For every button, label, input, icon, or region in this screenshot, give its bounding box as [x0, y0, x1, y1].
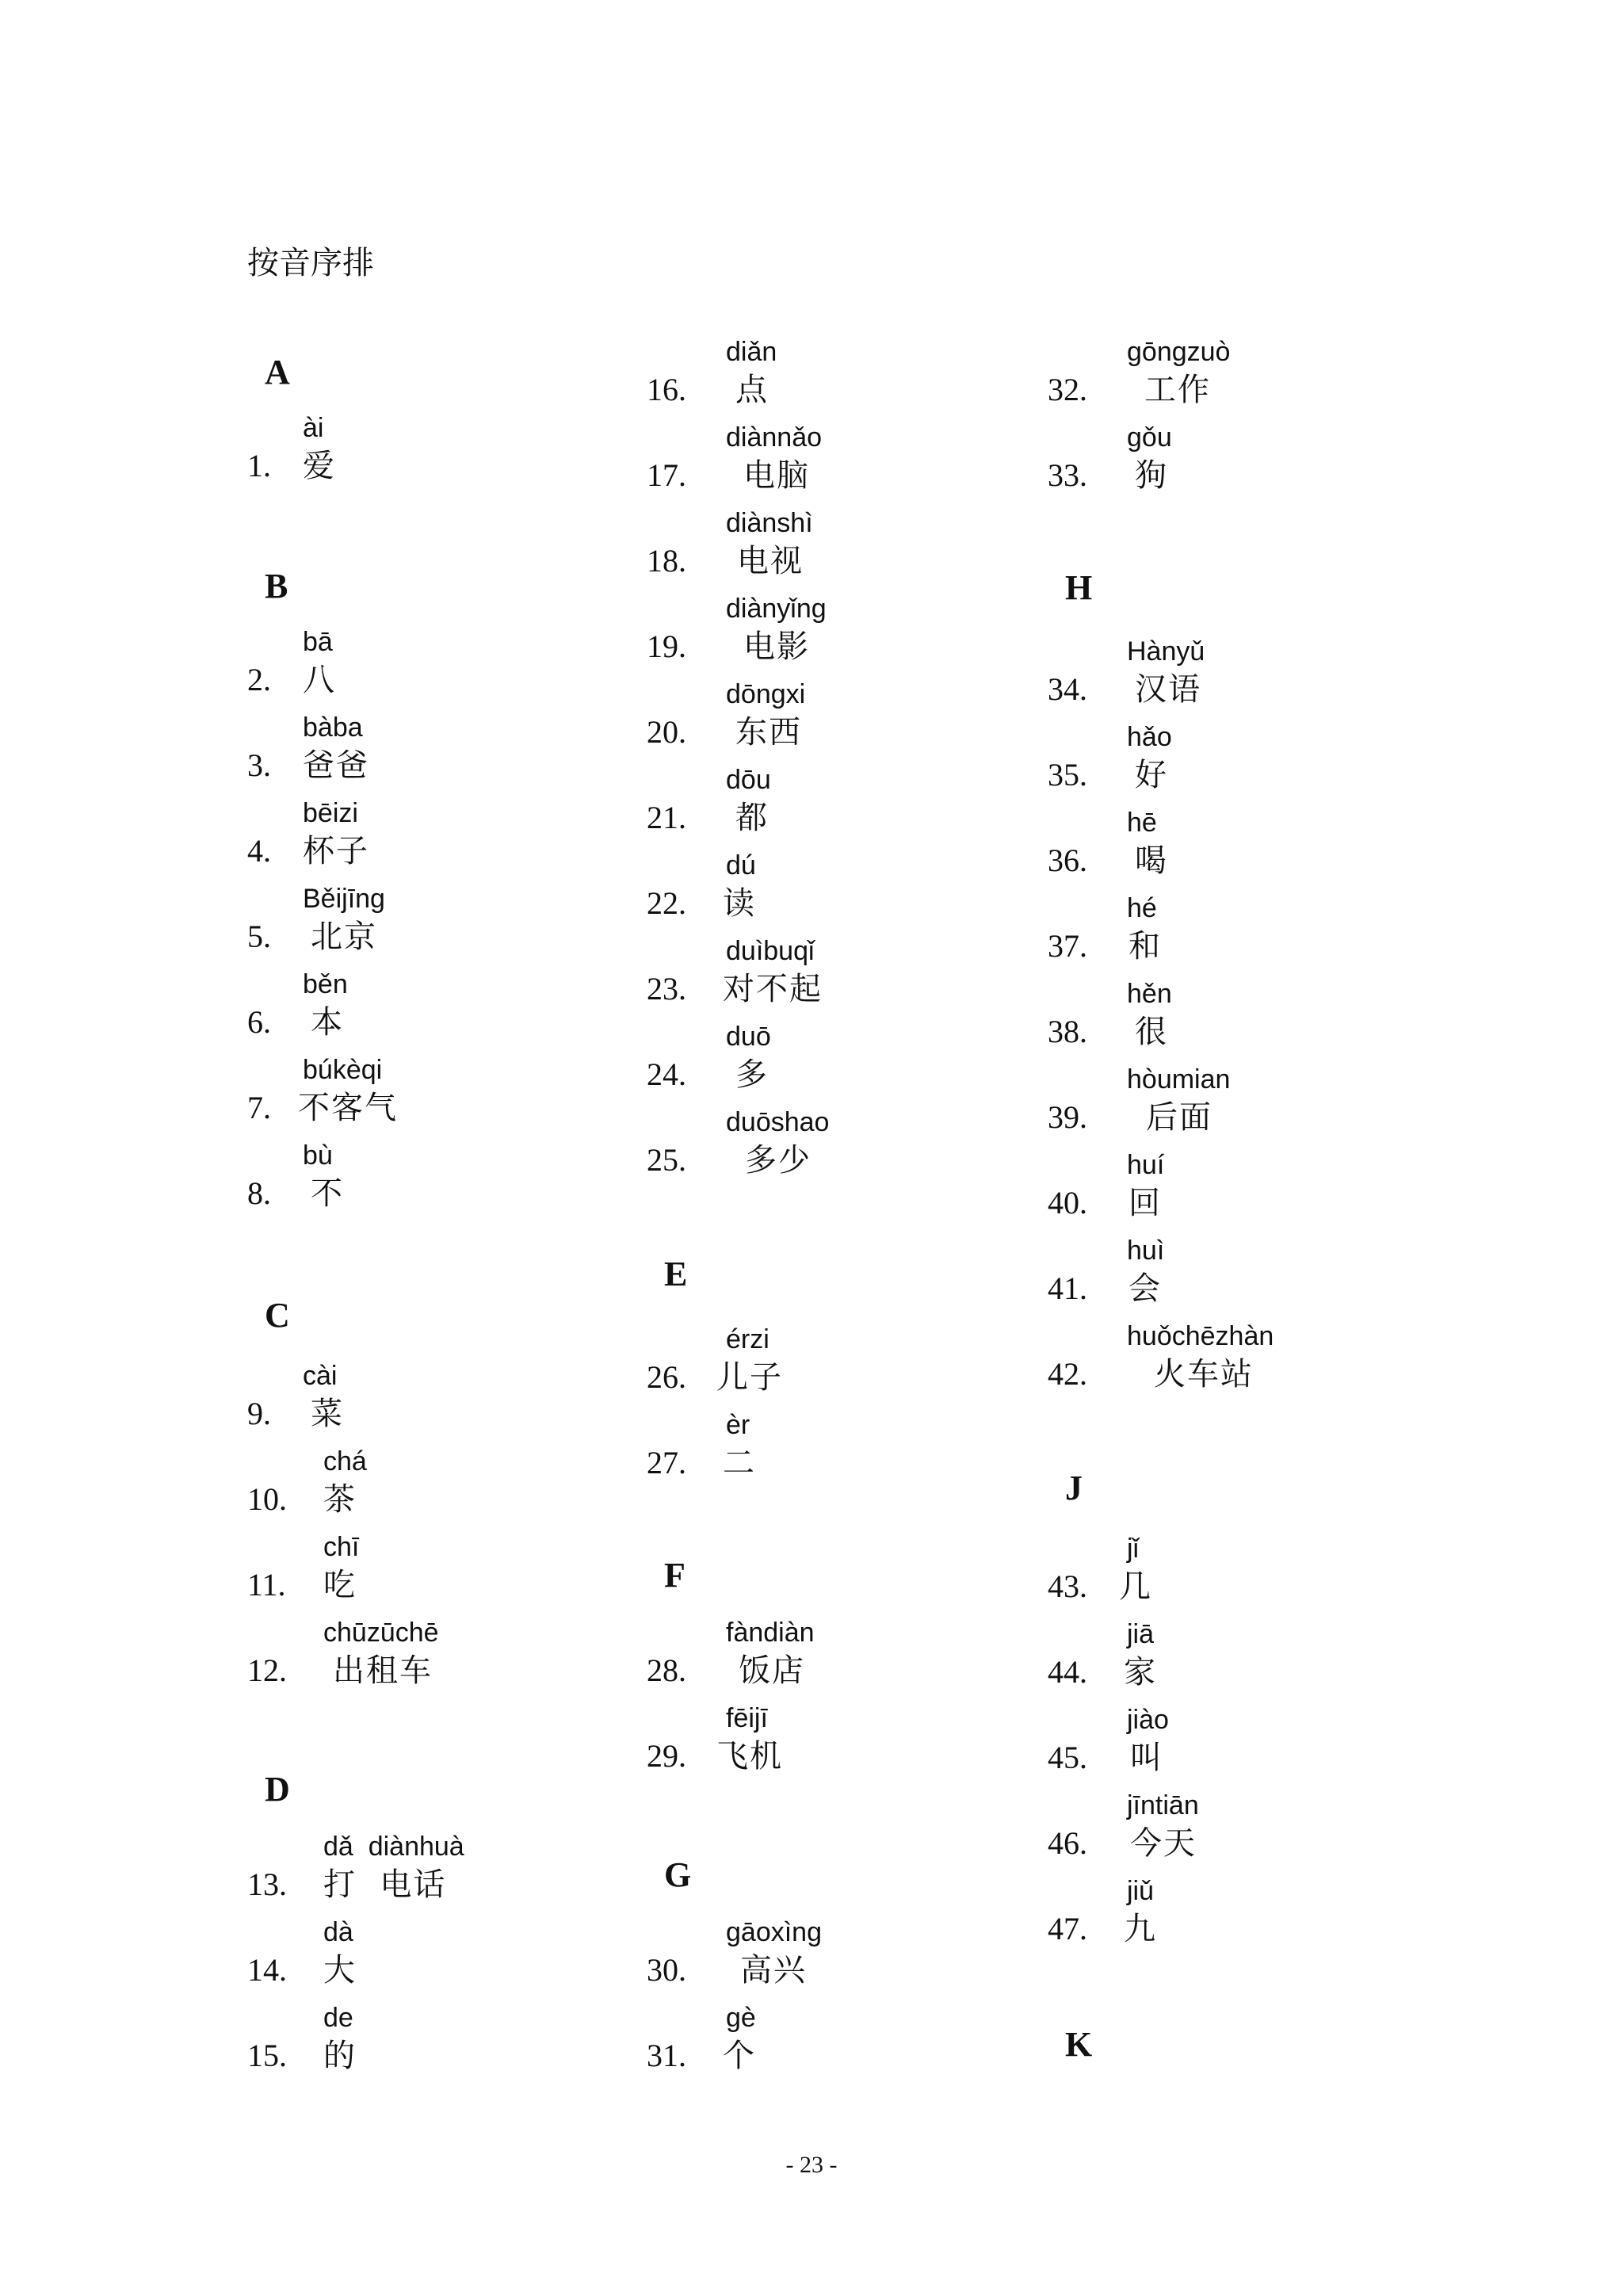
entry-hanzi: 饭店 — [739, 1652, 805, 1689]
entry-hanzi: 几 — [1119, 1568, 1152, 1605]
section-letter: H — [1065, 568, 1093, 607]
entry-hanzi: 爱 — [303, 448, 336, 484]
vocab-entry — [247, 968, 659, 1054]
entry-pinyin: gè — [726, 2003, 756, 2033]
entry-pinyin: hé — [1127, 893, 1157, 923]
vocab-entry — [247, 1054, 659, 1140]
entry-number: 19. — [647, 628, 686, 664]
vocab-entry — [647, 1702, 1059, 1788]
entry-hanzi: 喝 — [1135, 842, 1168, 879]
entry-number: 24. — [647, 1056, 686, 1092]
vocab-entry — [647, 422, 1059, 507]
vocab-entry — [247, 412, 659, 498]
entry-hanzi: 不客气 — [298, 1090, 398, 1126]
entry-number: 3. — [247, 747, 271, 783]
entry-pinyin: duìbuqǐ — [726, 936, 815, 966]
entry-hanzi: 点 — [735, 372, 769, 408]
section-letter: E — [664, 1255, 688, 1293]
entry-pinyin: diànnǎo — [726, 422, 823, 453]
entry-pinyin: hǎo — [1127, 722, 1172, 752]
vocab-entry — [647, 1409, 1059, 1495]
entry-pinyin: chá — [323, 1446, 367, 1477]
entry-number: 41. — [1048, 1270, 1087, 1306]
entry-hanzi: 本 — [311, 1004, 344, 1041]
entry-number: 45. — [1048, 1740, 1087, 1775]
vocab-entry — [1048, 1320, 1460, 1406]
entry-hanzi: 读 — [723, 885, 756, 922]
entry-hanzi: 狗 — [1135, 457, 1168, 494]
entry-number: 17. — [647, 457, 686, 493]
entry-hanzi: 回 — [1128, 1185, 1162, 1221]
vocab-entry — [647, 678, 1059, 764]
vocab-entry — [1048, 1064, 1460, 1149]
vocab-entry — [1048, 1704, 1460, 1790]
entry-pinyin: cài — [303, 1361, 338, 1391]
section-letter: B — [265, 567, 288, 606]
entry-hanzi: 爸爸 — [303, 747, 369, 784]
entry-pinyin: huǒchēzhàn — [1127, 1321, 1274, 1351]
vocab-entry — [247, 626, 659, 712]
entry-number: 28. — [647, 1652, 686, 1688]
entry-number: 6. — [247, 1004, 271, 1040]
vocab-entry — [1048, 807, 1460, 892]
entry-pinyin: èr — [726, 1410, 750, 1440]
entry-pinyin: hòumian — [1127, 1064, 1231, 1095]
entry-hanzi: 电影 — [743, 628, 810, 665]
vocab-entry — [247, 1831, 659, 1916]
entry-hanzi: 火车站 — [1154, 1356, 1254, 1392]
entry-number: 20. — [647, 714, 686, 750]
entry-number: 29. — [647, 1738, 686, 1774]
entry-hanzi: 后面 — [1146, 1099, 1212, 1136]
vocab-entry — [247, 1446, 659, 1531]
entry-hanzi: 汉语 — [1135, 671, 1201, 708]
section-letter: G — [664, 1855, 692, 1894]
entry-pinyin: jiào — [1127, 1705, 1169, 1735]
vocab-entry — [1048, 721, 1460, 807]
entry-number: 26. — [647, 1359, 686, 1395]
entry-number: 22. — [647, 885, 686, 921]
entry-number: 16. — [647, 372, 686, 407]
entry-number: 9. — [247, 1396, 271, 1431]
vocab-entry — [1048, 422, 1460, 507]
entry-number: 36. — [1048, 842, 1087, 878]
entry-hanzi: 的 — [323, 2038, 357, 2074]
entry-number: 15. — [247, 2038, 287, 2073]
entry-hanzi: 北京 — [311, 919, 377, 955]
entry-pinyin: bā — [303, 627, 333, 657]
entry-hanzi: 出租车 — [333, 1652, 433, 1689]
entry-pinyin: fēijī — [726, 1703, 768, 1733]
entry-pinyin: ài — [303, 413, 324, 443]
page-title: 按音序排 — [247, 245, 374, 281]
section-letter: F — [664, 1556, 685, 1595]
entry-number: 40. — [1048, 1185, 1087, 1221]
vocab-entry — [247, 1916, 659, 2002]
entry-hanzi: 都 — [735, 800, 769, 836]
entry-number: 30. — [647, 1952, 686, 1988]
entry-pinyin: dōngxi — [726, 679, 806, 709]
entry-pinyin: bēizi — [303, 798, 358, 828]
section-letter: K — [1065, 2025, 1093, 2064]
vocab-entry — [1048, 1790, 1460, 1875]
entry-number: 34. — [1048, 671, 1087, 707]
vocab-entry — [647, 593, 1059, 678]
vocab-entry — [1048, 978, 1460, 1064]
entry-hanzi: 和 — [1128, 928, 1162, 965]
entry-pinyin: dōu — [726, 765, 771, 795]
section-letter: D — [265, 1770, 290, 1809]
entry-pinyin: duō — [726, 1022, 771, 1052]
entry-pinyin: hěn — [1127, 979, 1172, 1009]
entry-number: 27. — [647, 1445, 686, 1480]
entry-hanzi: 个 — [723, 2038, 756, 2074]
entry-hanzi: 打 电话 — [323, 1866, 447, 1903]
entry-pinyin: gǒu — [1127, 422, 1172, 453]
entry-pinyin: bù — [303, 1140, 333, 1171]
entry-number: 11. — [247, 1567, 286, 1603]
section-letter: C — [265, 1296, 290, 1335]
entry-pinyin: jǐ — [1127, 1534, 1140, 1564]
vocab-entry — [247, 1617, 659, 1702]
vocab-entry — [647, 1021, 1059, 1106]
entry-number: 7. — [247, 1090, 271, 1125]
vocab-entry — [1048, 892, 1460, 978]
entry-hanzi: 工作 — [1144, 372, 1211, 408]
entry-pinyin: Běijīng — [303, 884, 385, 914]
entry-pinyin: Hànyǔ — [1127, 636, 1205, 667]
vocab-entry — [1048, 1235, 1460, 1320]
entry-hanzi: 菜 — [311, 1396, 344, 1432]
entry-number: 42. — [1048, 1356, 1087, 1392]
vocab-entry — [647, 764, 1059, 850]
vocab-entry — [247, 1531, 659, 1617]
vocab-entry — [647, 1324, 1059, 1409]
entry-pinyin: diànshì — [726, 508, 813, 538]
entry-number: 23. — [647, 971, 686, 1007]
entry-pinyin: gōngzuò — [1127, 337, 1231, 367]
entry-pinyin: jīntiān — [1127, 1790, 1199, 1820]
entry-hanzi: 多 — [735, 1056, 769, 1093]
vocab-entry — [647, 935, 1059, 1021]
entry-hanzi: 飞机 — [716, 1738, 783, 1775]
entry-pinyin: jiā — [1127, 1619, 1155, 1649]
entry-pinyin: běn — [303, 969, 348, 999]
entry-hanzi: 八 — [303, 662, 336, 698]
vocab-entry — [647, 1106, 1059, 1192]
entry-pinyin: chī — [323, 1532, 360, 1562]
entry-number: 31. — [647, 2038, 686, 2073]
entry-pinyin: búkèqi — [303, 1055, 383, 1085]
entry-hanzi: 今天 — [1130, 1825, 1197, 1862]
entry-number: 25. — [647, 1142, 686, 1178]
entry-pinyin: de — [323, 2003, 353, 2033]
entry-number: 2. — [247, 662, 271, 697]
entry-hanzi: 杯子 — [303, 833, 369, 869]
entry-number: 21. — [647, 800, 686, 835]
entry-number: 44. — [1048, 1654, 1087, 1690]
vocab-entry — [647, 336, 1059, 422]
entry-hanzi: 叫 — [1130, 1740, 1163, 1776]
entry-pinyin: fàndiàn — [726, 1618, 815, 1648]
entry-pinyin: érzi — [726, 1324, 769, 1354]
entry-number: 43. — [1048, 1568, 1087, 1604]
vocab-entry — [247, 1140, 659, 1225]
entry-pinyin: dǎ diànhuà — [323, 1832, 464, 1862]
entry-hanzi: 二 — [723, 1445, 756, 1481]
entry-hanzi: 不 — [311, 1175, 344, 1212]
entry-pinyin: dà — [323, 1917, 353, 1947]
entry-pinyin: duōshao — [726, 1107, 830, 1137]
entry-hanzi: 对不起 — [723, 971, 823, 1007]
entry-hanzi: 好 — [1135, 757, 1168, 793]
vocab-entry — [1048, 336, 1460, 422]
entry-pinyin: gāoxìng — [726, 1917, 822, 1947]
entry-number: 4. — [247, 833, 271, 869]
entry-pinyin: chūzūchē — [323, 1618, 439, 1648]
vocab-entry — [247, 1360, 659, 1446]
entry-number: 37. — [1048, 928, 1087, 964]
entry-hanzi: 儿子 — [716, 1359, 783, 1396]
entry-pinyin: hē — [1127, 808, 1157, 838]
vocab-entry — [1048, 1618, 1460, 1704]
entry-number: 18. — [647, 543, 686, 579]
entry-hanzi: 多少 — [745, 1142, 812, 1179]
vocab-entry — [247, 797, 659, 883]
entry-number: 32. — [1048, 372, 1087, 407]
entry-number: 47. — [1048, 1911, 1087, 1946]
entry-pinyin: dú — [726, 850, 756, 881]
vocab-entry — [647, 850, 1059, 935]
vocab-entry — [247, 2002, 659, 2088]
entry-hanzi: 很 — [1135, 1014, 1168, 1050]
entry-number: 10. — [247, 1481, 287, 1517]
entry-hanzi: 茶 — [323, 1481, 357, 1518]
entry-number: 46. — [1048, 1825, 1087, 1861]
entry-hanzi: 会 — [1128, 1270, 1162, 1307]
vocab-entry — [1048, 1875, 1460, 1961]
entry-number: 5. — [247, 919, 271, 954]
vocab-entry — [647, 1617, 1059, 1702]
entry-number: 38. — [1048, 1014, 1087, 1049]
entry-pinyin: huì — [1127, 1236, 1165, 1266]
entry-hanzi: 大 — [323, 1952, 357, 1988]
vocab-entry — [247, 883, 659, 968]
entry-hanzi: 电脑 — [743, 457, 810, 494]
entry-pinyin: bàba — [303, 712, 363, 743]
entry-hanzi: 高兴 — [740, 1952, 807, 1988]
page-number: - 23 - — [785, 2152, 838, 2178]
entry-pinyin: huí — [1127, 1150, 1165, 1180]
entry-number: 12. — [247, 1652, 287, 1688]
section-letter: A — [265, 353, 290, 392]
vocab-entry — [647, 507, 1059, 593]
vocab-entry — [1048, 1149, 1460, 1235]
entry-hanzi: 家 — [1124, 1654, 1157, 1690]
vocab-entry — [1048, 636, 1460, 721]
vocab-entry — [1048, 1533, 1460, 1618]
vocab-entry — [647, 1916, 1059, 2002]
entry-pinyin: diànyǐng — [726, 594, 827, 624]
entry-hanzi: 吃 — [323, 1567, 357, 1603]
entry-pinyin: diǎn — [726, 337, 777, 367]
entry-number: 14. — [247, 1952, 287, 1988]
entry-hanzi: 东西 — [735, 714, 802, 751]
entry-number: 39. — [1048, 1099, 1087, 1135]
entry-number: 8. — [247, 1175, 271, 1211]
entry-number: 1. — [247, 448, 271, 483]
section-letter: J — [1065, 1469, 1083, 1507]
entry-number: 13. — [247, 1866, 287, 1902]
entry-number: 33. — [1048, 457, 1087, 493]
entry-number: 35. — [1048, 757, 1087, 793]
vocab-entry — [647, 2002, 1059, 2088]
vocab-entry — [247, 712, 659, 797]
entry-hanzi: 九 — [1124, 1911, 1157, 1947]
entry-pinyin: jiǔ — [1127, 1876, 1155, 1906]
entry-hanzi: 电视 — [737, 543, 804, 579]
